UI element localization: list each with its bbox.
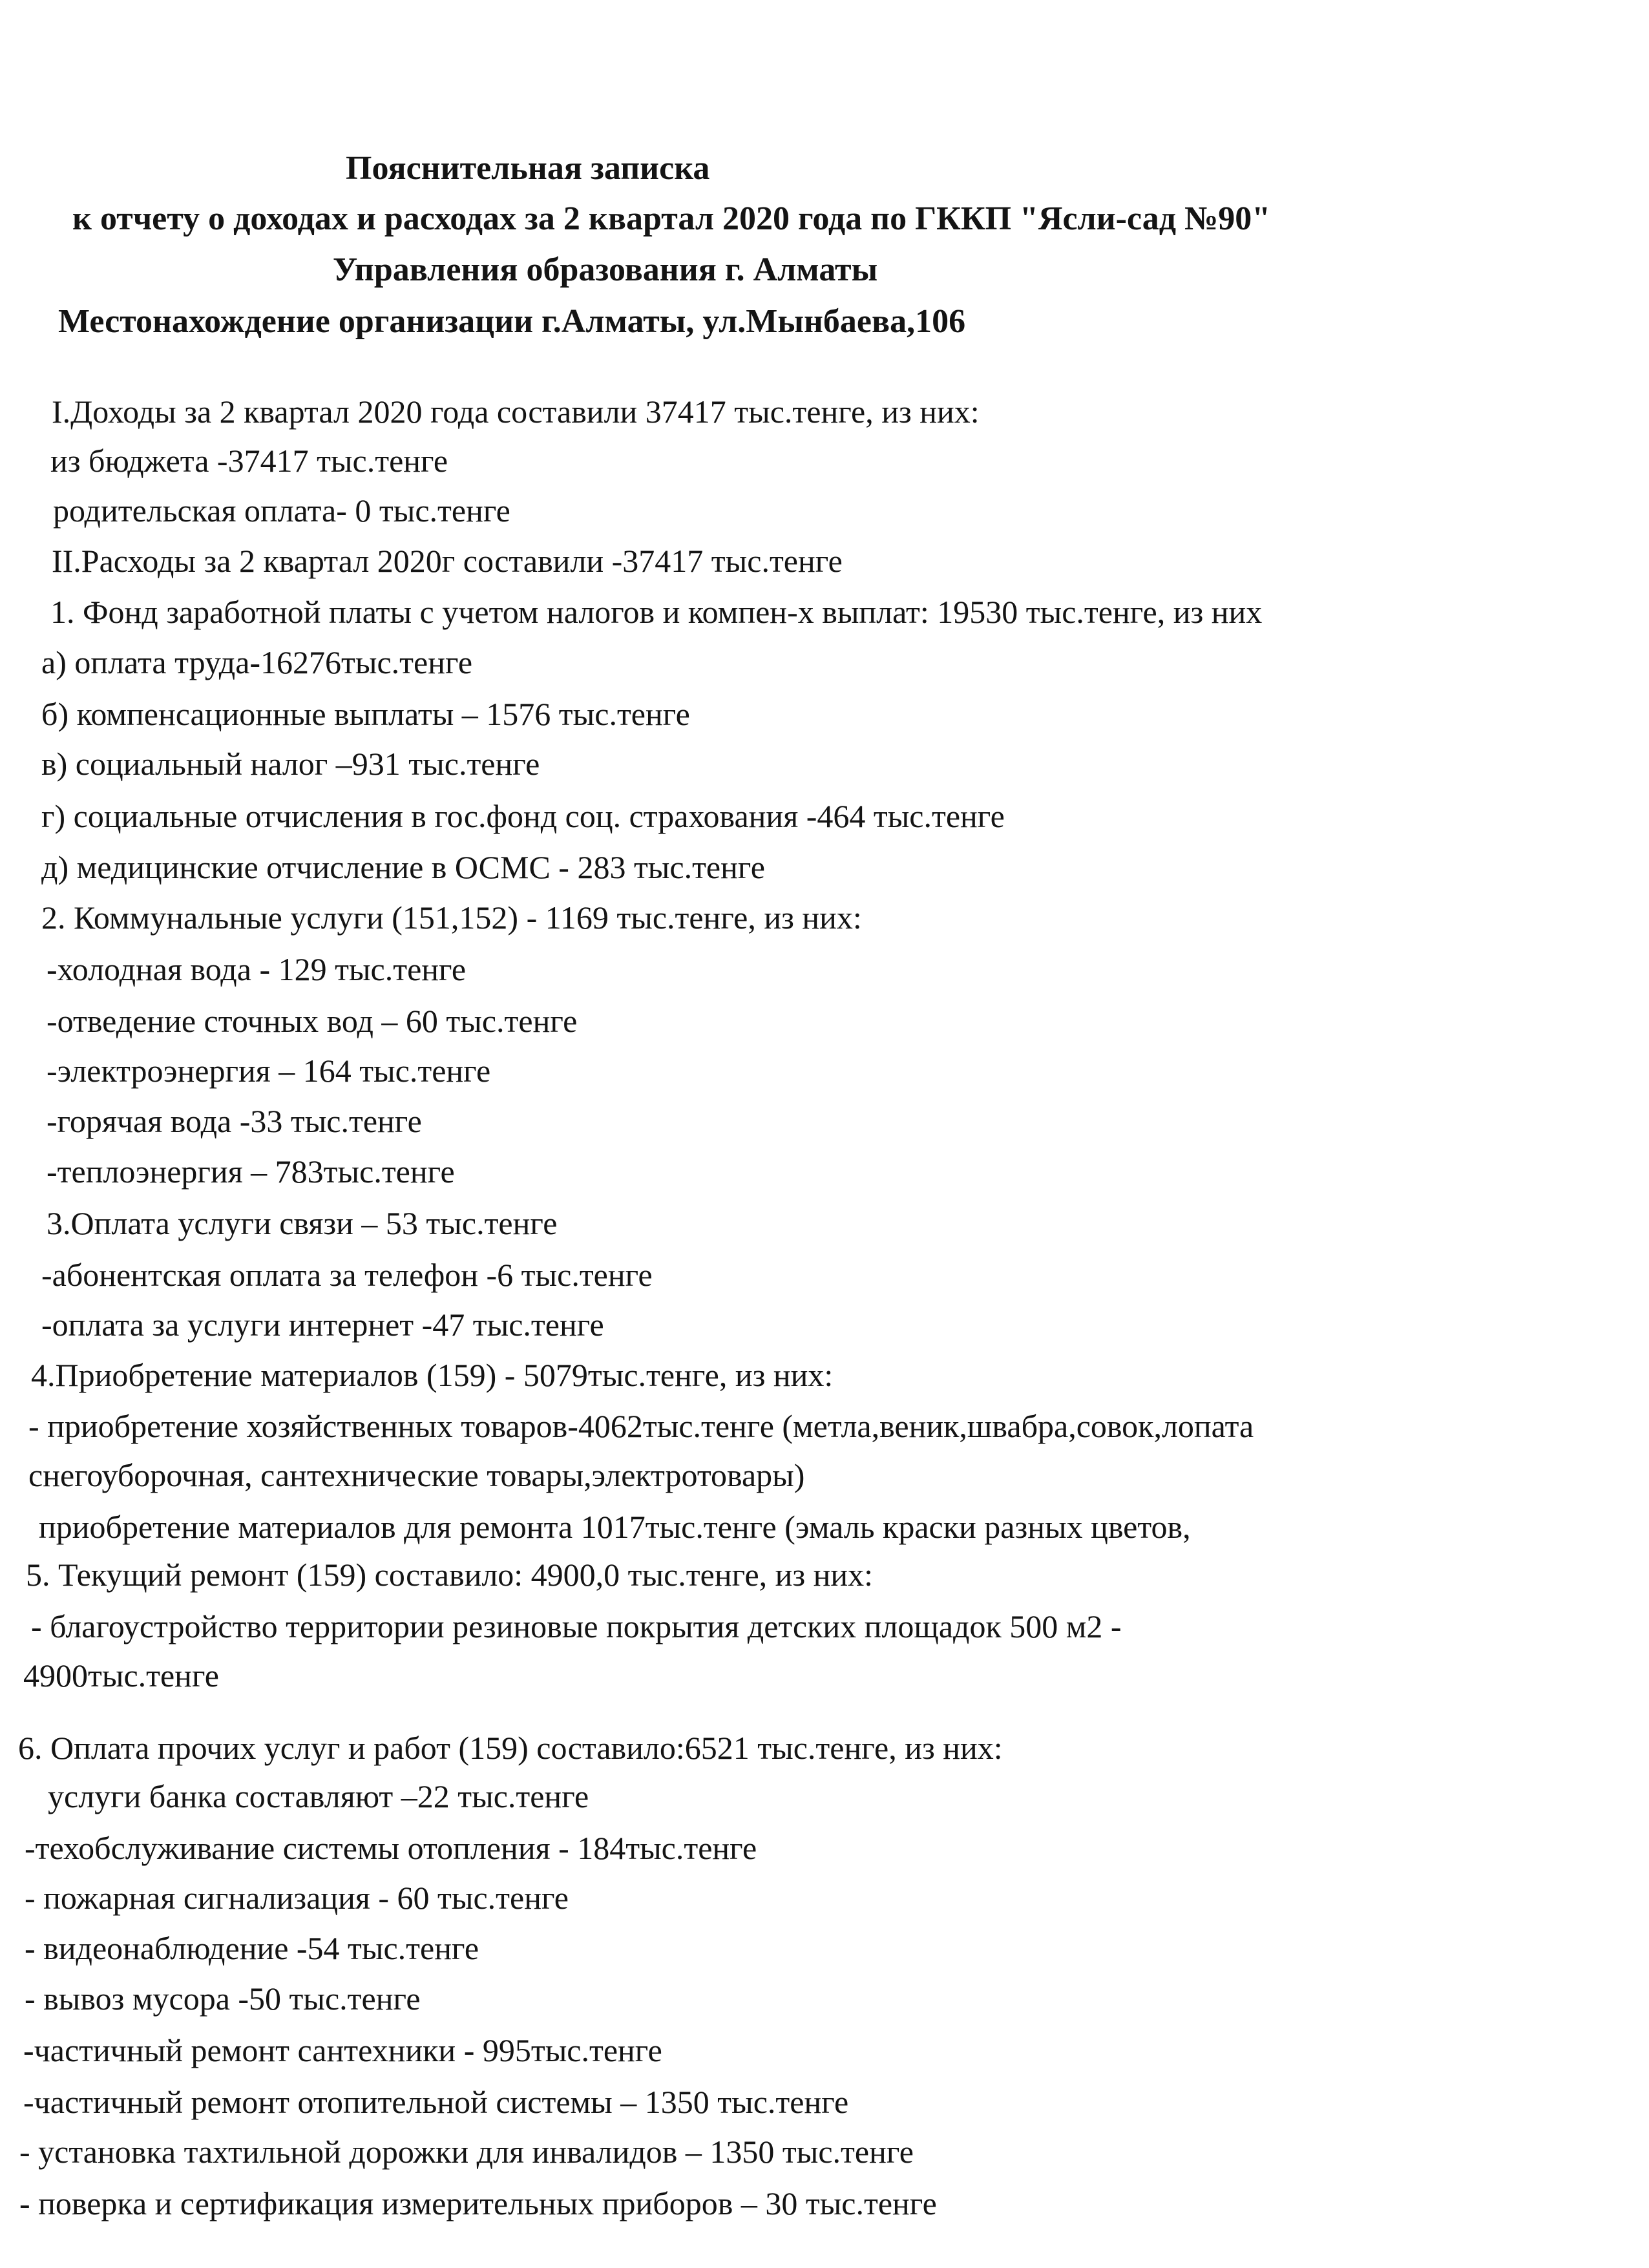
materials-household-line: - приобретение хозяйственных товаров-4062тыс.тенге (метла,веник,швабра,совок,лопата	[28, 1408, 1254, 1444]
services-fire-alarm-line: - пожарная сигнализация - 60 тыс.тенге	[25, 1880, 569, 1916]
repair-heading: 5. Текущий ремонт (159) составило: 4900,0 тыс.тенге, из них:	[26, 1557, 874, 1593]
department-line: Управления образования г. Алматы	[333, 251, 878, 288]
payroll-wages-line: а) оплата труда-16276тыс.тенге	[41, 644, 473, 680]
income-parent-line: родительская оплата- 0 тыс.тенге	[53, 492, 510, 529]
services-heating-repair-line: -частичный ремонт отопительной системы – 1350 тыс.тенге	[23, 2084, 849, 2120]
expenses-heading: II.Расходы за 2 квартал 2020г составили -37417 тыс.тенге	[52, 543, 843, 579]
repair-landscaping-cont-line: 4900тыс.тенге	[23, 1657, 219, 1694]
services-waste-line: - вывоз мусора -50 тыс.тенге	[25, 1980, 421, 2017]
document-title: Пояснительная записка	[346, 150, 710, 187]
utilities-sewage-line: -отведение сточных вод – 60 тыс.тенге	[47, 1003, 578, 1039]
materials-heading: 4.Приобретение материалов (159) - 5079тыс.тенге, из них:	[31, 1357, 834, 1393]
communications-internet-line: -оплата за услуги интернет -47 тыс.тенге	[41, 1307, 604, 1343]
utilities-heating-line: -теплоэнергия – 783тыс.тенге	[47, 1153, 455, 1190]
services-calibration-line: - поверка и сертификация измерительных приборов – 30 тыс.тенге	[19, 2185, 937, 2221]
materials-repair-line: приобретение материалов для ремонта 1017тыс.тенге (эмаль краски разных цветов,	[39, 1509, 1191, 1545]
communications-heading: 3.Оплата услуги связи – 53 тыс.тенге	[47, 1205, 558, 1241]
document-subtitle: к отчету о доходах и расходах за 2 квартал 2020 года по ГККП "Ясли-сад №90"	[72, 200, 1271, 237]
services-video-line: - видеонаблюдение -54 тыс.тенге	[25, 1930, 479, 1966]
materials-household-cont-line: снегоуборочная, сантехнические товары,электротовары)	[28, 1457, 805, 1493]
services-heading: 6. Оплата прочих услуг и работ (159) составило:6521 тыс.тенге, из них:	[18, 1730, 1003, 1766]
location-line: Местонахождение организации г.Алматы, ул.Мынбаева,106	[58, 303, 966, 340]
payroll-heading: 1. Фонд заработной платы с учетом налогов и компен-х выплат: 19530 тыс.тенге, из них	[50, 594, 1263, 630]
services-tactile-path-line: - установка тахтильной дорожки для инвалидов – 1350 тыс.тенге	[19, 2134, 914, 2170]
payroll-social-insurance-line: г) социальные отчисления в гос.фонд соц. страхования -464 тыс.тенге	[41, 798, 1005, 834]
services-heating-maintenance-line: -техобслуживание системы отопления - 184тыс.тенге	[25, 1830, 757, 1866]
services-plumbing-repair-line: -частичный ремонт сантехники - 995тыс.тенге	[23, 2032, 662, 2068]
utilities-electricity-line: -электроэнергия – 164 тыс.тенге	[47, 1053, 491, 1089]
utilities-heading: 2. Коммунальные услуги (151,152) - 1169 тыс.тенге, из них:	[41, 899, 862, 936]
payroll-medical-line: д) медицинские отчисление в ОСМС - 283 тыс.тенге	[41, 849, 765, 885]
payroll-compensation-line: б) компенсационные выплаты – 1576 тыс.тенге	[41, 696, 690, 732]
income-heading: I.Доходы за 2 квартал 2020 года составили 37417 тыс.тенге, из них:	[52, 394, 980, 430]
communications-phone-line: -абонентская оплата за телефон -6 тыс.тенге	[41, 1257, 653, 1293]
utilities-hot-water-line: -горячая вода -33 тыс.тенге	[47, 1103, 422, 1139]
payroll-social-tax-line: в) социальный налог –931 тыс.тенге	[41, 746, 540, 782]
repair-landscaping-line: - благоустройство территории резиновые покрытия детских площадок 500 м2 -	[31, 1608, 1122, 1644]
utilities-cold-water-line: -холодная вода - 129 тыс.тенге	[47, 951, 467, 987]
services-bank-line: услуги банка составляют –22 тыс.тенге	[48, 1778, 589, 1814]
income-budget-line: из бюджета -37417 тыс.тенге	[50, 443, 448, 479]
